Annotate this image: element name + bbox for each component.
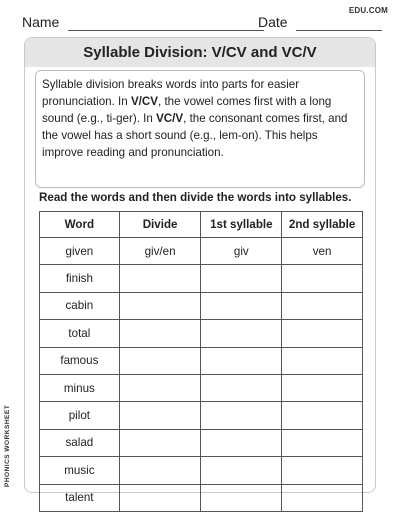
table-row xyxy=(40,238,363,265)
intro-bold-vcv: V/CV xyxy=(130,95,159,108)
name-label: Name xyxy=(22,14,60,30)
intro-text-3: , the consonant comes first, and the vowel has a short sound (e.g., lem-on). This helps improve reading and pronunciation. xyxy=(42,112,348,159)
date-line xyxy=(296,30,382,31)
first-syllable-cell[interactable] xyxy=(201,265,282,292)
first-syllable-cell[interactable] xyxy=(201,320,282,347)
second-syllable-cell[interactable] xyxy=(282,457,363,484)
divide-cell[interactable] xyxy=(119,347,201,374)
intro-bold-vcv2: VC/V xyxy=(156,112,184,125)
first-syllable-cell[interactable] xyxy=(201,484,282,511)
worksheet-title: Syllable Division: V/CV and VC/V xyxy=(25,38,375,67)
word-cell: cabin xyxy=(40,292,120,319)
first-syllable-cell[interactable]: giv xyxy=(201,238,282,265)
word-cell: finish xyxy=(40,265,120,292)
word-cell: talent xyxy=(40,484,120,511)
table-row xyxy=(40,429,363,456)
divide-cell[interactable] xyxy=(119,265,201,292)
word-cell: music xyxy=(40,457,120,484)
header-divide: Divide xyxy=(119,212,201,238)
divide-cell[interactable] xyxy=(119,374,201,401)
table-row xyxy=(40,484,363,511)
instructions: Read the words and then divide the words into syllables. xyxy=(39,191,352,204)
word-cell: given xyxy=(40,238,120,265)
header-second-syllable: 2nd syllable xyxy=(282,212,363,238)
first-syllable-cell[interactable] xyxy=(201,429,282,456)
divide-cell[interactable]: giv/en xyxy=(119,238,201,265)
first-syllable-cell[interactable] xyxy=(201,292,282,319)
word-cell: famous xyxy=(40,347,120,374)
syllable-table xyxy=(39,211,363,512)
intro-box xyxy=(35,70,365,188)
second-syllable-cell[interactable] xyxy=(282,347,363,374)
side-label: PHONICS WORKSHEET xyxy=(4,404,11,487)
table-row xyxy=(40,374,363,401)
header-word: Word xyxy=(40,212,120,238)
word-cell: salad xyxy=(40,429,120,456)
table-row xyxy=(40,347,363,374)
word-cell: minus xyxy=(40,374,120,401)
divide-cell[interactable] xyxy=(119,320,201,347)
first-syllable-cell[interactable] xyxy=(201,457,282,484)
name-line xyxy=(68,30,264,31)
name-date-header xyxy=(22,14,382,34)
date-label: Date xyxy=(258,14,288,30)
word-cell: total xyxy=(40,320,120,347)
second-syllable-cell[interactable] xyxy=(282,292,363,319)
divide-cell[interactable] xyxy=(119,402,201,429)
second-syllable-cell[interactable] xyxy=(282,429,363,456)
first-syllable-cell[interactable] xyxy=(201,374,282,401)
table-row xyxy=(40,292,363,319)
intro-text-1: Syllable division breaks words into parts for easier pronunciation. In xyxy=(42,78,300,108)
table-row xyxy=(40,320,363,347)
worksheet-panel xyxy=(24,37,376,505)
second-syllable-cell[interactable] xyxy=(282,374,363,401)
second-syllable-cell[interactable] xyxy=(282,265,363,292)
first-syllable-cell[interactable] xyxy=(201,402,282,429)
first-syllable-cell[interactable] xyxy=(201,347,282,374)
second-syllable-cell[interactable] xyxy=(282,402,363,429)
divide-cell[interactable] xyxy=(119,429,201,456)
intro-text-2: , the vowel comes first with a long sound (e.g., ti-ger). In xyxy=(42,95,332,125)
brand-logo: EDU.COM xyxy=(348,6,388,15)
divide-cell[interactable] xyxy=(119,484,201,511)
second-syllable-cell[interactable] xyxy=(282,484,363,511)
table-header-row xyxy=(40,212,363,238)
table-row xyxy=(40,265,363,292)
second-syllable-cell[interactable]: ven xyxy=(282,238,363,265)
divide-cell[interactable] xyxy=(119,457,201,484)
divide-cell[interactable] xyxy=(119,292,201,319)
header-first-syllable: 1st syllable xyxy=(201,212,282,238)
table-row xyxy=(40,457,363,484)
second-syllable-cell[interactable] xyxy=(282,320,363,347)
word-cell: pilot xyxy=(40,402,120,429)
table-row xyxy=(40,402,363,429)
